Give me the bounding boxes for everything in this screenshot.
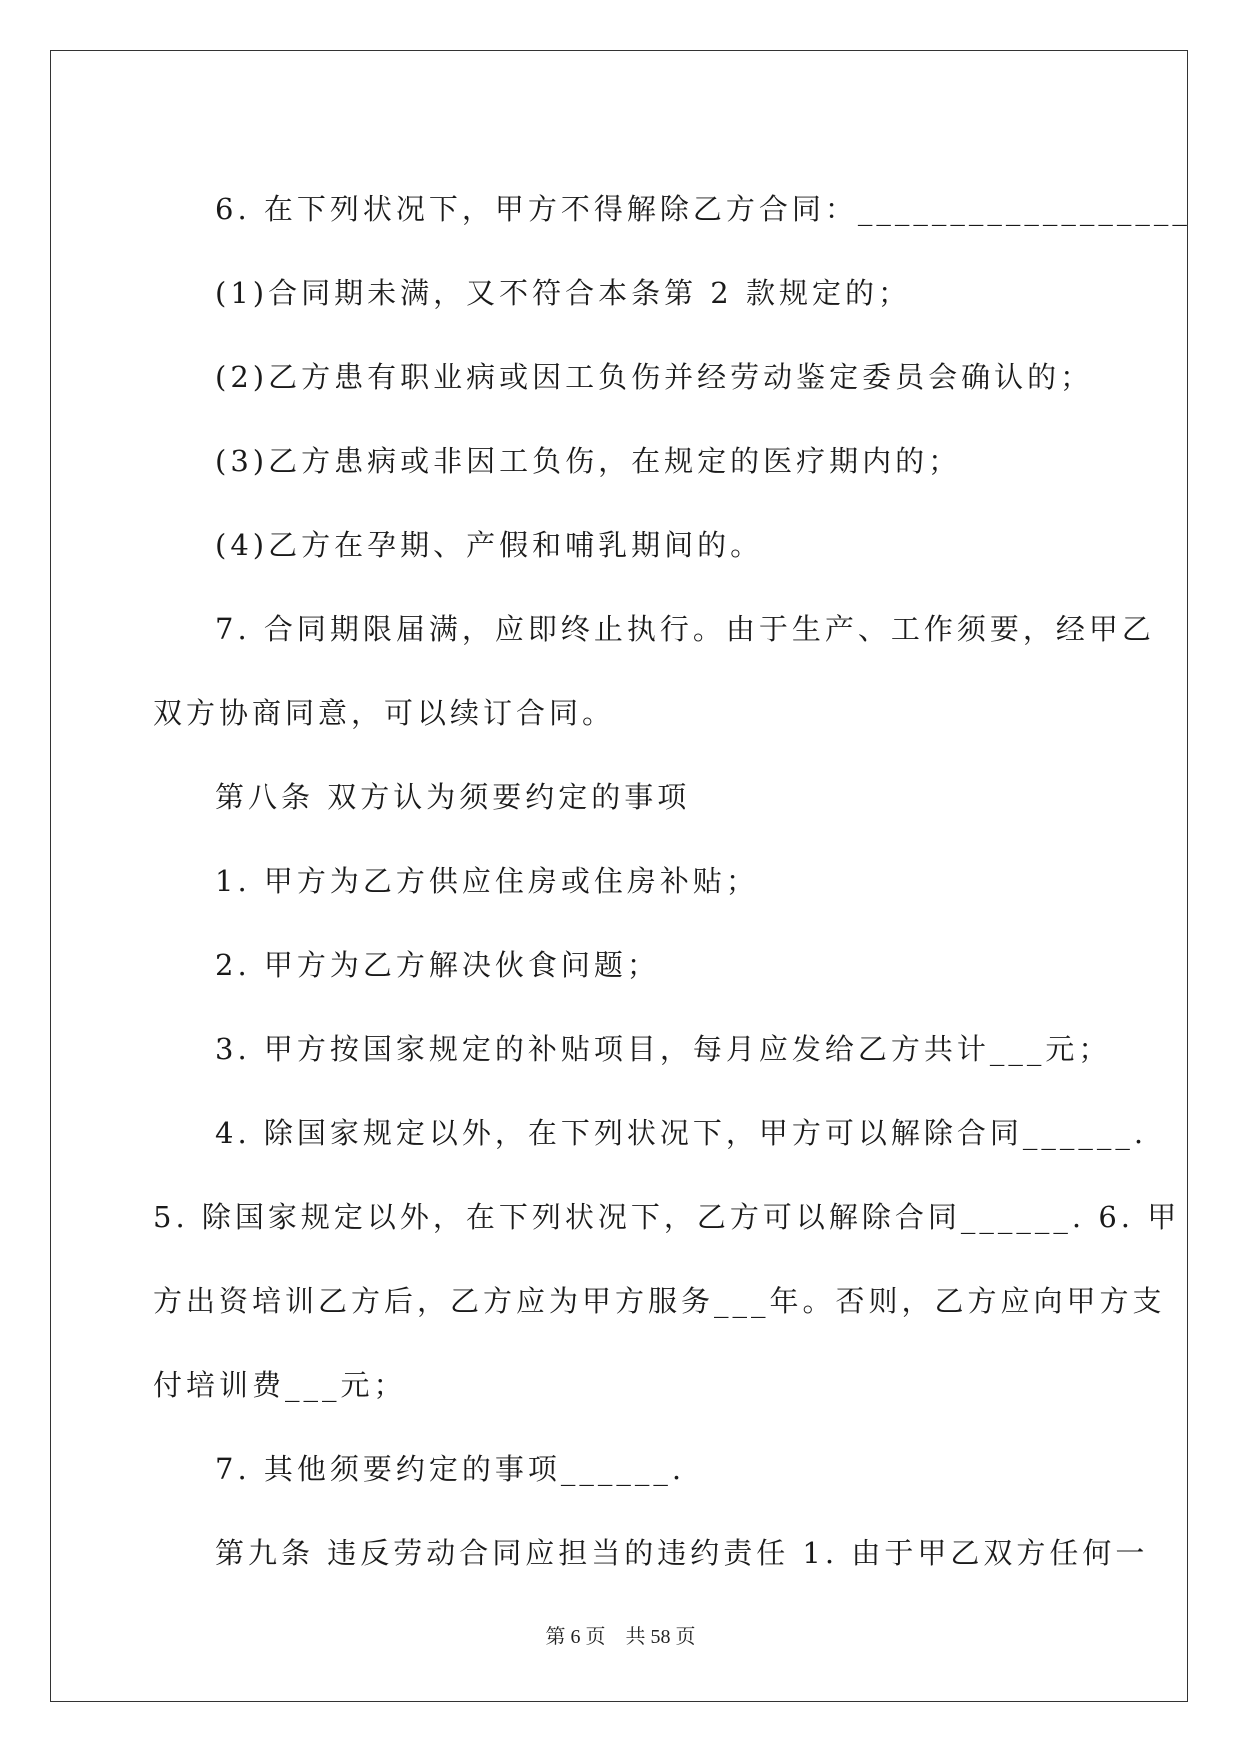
- article-8-item-6-line-2: 方出资培训乙方后，乙方应为甲方服务___年。否则，乙方应向甲方支: [153, 1284, 1166, 1318]
- article-8-item-2: 2. 甲方为乙方解决伙食问题；: [215, 948, 660, 982]
- article-8-item-1: 1. 甲方为乙方供应住房或住房补贴；: [215, 864, 759, 898]
- document-body: [153, 167, 1191, 1595]
- article-8-item-7: 7. 其他须要约定的事项______.: [215, 1452, 686, 1486]
- paragraph-item-1: (1)合同期未满，又不符合本条第 2 款规定的；: [215, 276, 911, 310]
- article-8-item-6-line-3: 付培训费___元；: [153, 1368, 407, 1402]
- article-9-heading: 第九条 违反劳动合同应担当的违约责任 1. 由于甲乙双方任何一: [215, 1536, 1149, 1570]
- paragraph-6-intro: 6. 在下列状况下，甲方不得解除乙方合同：__________________: [215, 192, 1191, 226]
- article-8-heading: 第八条 双方认为须要约定的事项: [215, 780, 691, 814]
- article-8-item-4: 4. 除国家规定以外，在下列状况下，甲方可以解除合同______.: [215, 1116, 1148, 1150]
- paragraph-item-3: (3)乙方患病或非因工负伤，在规定的医疗期内的；: [215, 444, 962, 478]
- paragraph-item-4: (4)乙方在孕期、产假和哺乳期间的。: [215, 528, 764, 562]
- paragraph-item-2: (2)乙方患有职业病或因工负伤并经劳动鉴定委员会确认的；: [215, 360, 1094, 394]
- page-number-footer: 第 6 页 共 58 页: [545, 1626, 696, 1648]
- article-8-item-3: 3. 甲方按国家规定的补贴项目，每月应发给乙方共计___元；: [215, 1032, 1112, 1066]
- paragraph-7-line-1: 7. 合同期限届满，应即终止执行。由于生产、工作须要，经甲乙: [215, 612, 1155, 646]
- article-8-item-5-line-1: 5. 除国家规定以外，在下列状况下，乙方可以解除合同______. 6. 甲: [153, 1200, 1181, 1234]
- paragraph-7-line-2: 双方协商同意，可以续订合同。: [153, 696, 616, 730]
